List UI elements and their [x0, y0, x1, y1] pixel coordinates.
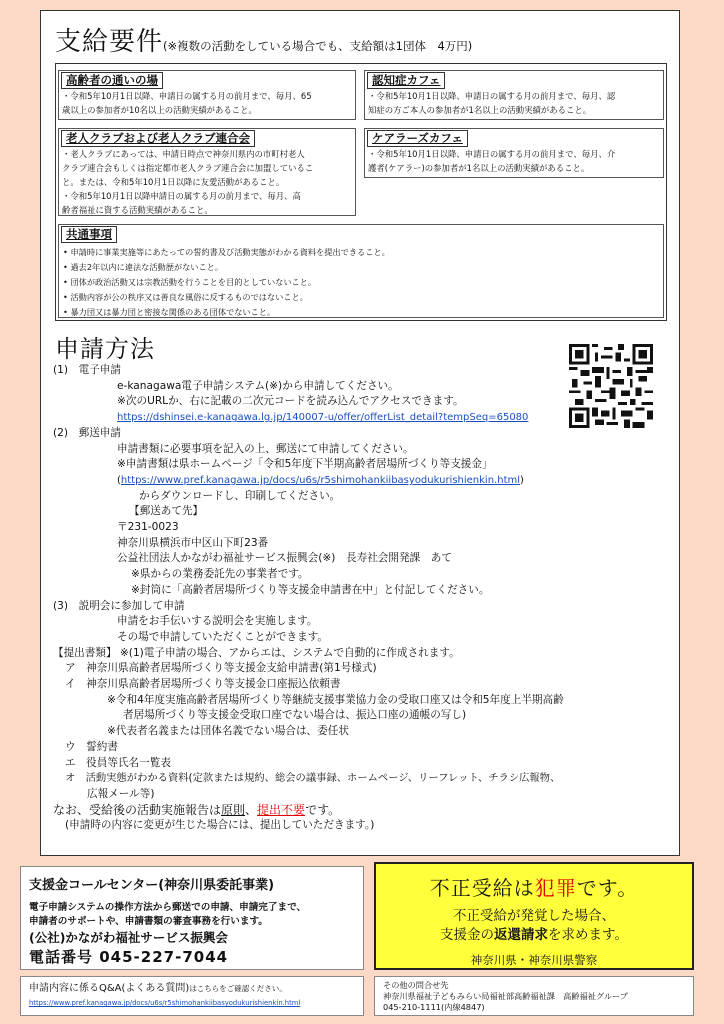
fraud-crime-word: 犯罪 — [534, 876, 577, 900]
docs-a: ア 神奈川県高齢者居場所づくり等支援金支給申請書(第1号様式) — [65, 662, 377, 675]
docs-o1: オ 活動実態がわかる資料(定款または規約、総会の議事録、ホームページ、リーフレット、チラシ広報物、 — [65, 772, 561, 785]
mail-address-heading: 【郵送あて先】 — [129, 505, 204, 518]
box-common-body: • 申請時に事業実施等にあたっての誓約書及び活動実態がわかる資料を提出できること。 • 過去2年以内に違法な活動歴がないこと。 • 団体が政治活動又は宗教活動を行うことを目的としていないこと。 • 活動内容が公の秩序又は善良な風俗に反するものではないこと。 • 暴力団又は暴力団と密接な関係のある団体でないこと。 — [63, 245, 659, 320]
docs-i-note1a: ※令和4年度実施高齢者居場所づくり等継続支援事業協力金の受取口座又は令和5年度上半期高齢 — [107, 693, 564, 706]
fraud-message: 不正受給が発覚した場合、 支援金の返還請求を求めます。 — [440, 908, 628, 943]
mail-line1: 申請書類に必要事項を記入の上、郵送にて申請してください。 — [117, 442, 414, 455]
call-center-desc1: 電子申請システムの操作方法から郵送での申請、申請完了まで、 — [29, 902, 307, 913]
qa-url-link[interactable]: https://www.pref.kanagawa.jp/docs/u6s/r5shimohankiibasyodukurishienkin.html — [29, 999, 301, 1007]
docs-i-note2: ※代表者名義または団体名義でない場合は、委任状 — [107, 725, 349, 738]
application-body: (1) 電子申請 e-kanagawa電子申請システム(※)から申請してください。 ※次のURLか、右に記載の二次元コードを読み込んでアクセスできます。 https://dshinsei.e-kanagawa.lg.jp/140007-u/offer/offerList_detail?tempSeq=65080 (2) 郵送申請 申請書類に必要事項を記入の上、郵送にて申請してください。 ※申請書類は県ホームページ「令和5年度下半期高齢者居場所づくり等支援金」 (https://www.pref.kanagawa.jp/docs/u6s/r5shimohankiibasyodukurishienkin.html) からダウンロードし、印刷してください。 【郵送あて先】 〒231-0023 神奈川県横浜市中区山下町23番 公益社団法人かながわ福祉サービス振興会(※) 長寿社会開発課 あて ※県からの業務委託先の事業者です。 ※封筒に「高齢者居場所づくり等支援金申請書在中」と付記してください。 (3) 説明会に参加して申請 申請をお手伝いする説明会を実施します。 その場で申請していただくことができます。 【提出書類】 ※(1)電子申請の場合、アからエは、システムで自動的に作成されます。 ア 神奈川県高齢者居場所づくり等支援金支給申請書(第1号様式) イ 神奈川県高齢者居場所づくり等支援金口座振込依頼書 ※令和4年度実施高齢者居場所づくり等継続支援事業協力金の受取口座又は令和5年度上半期高齢 者居場所づくり等支援金受取口座でない場合は、振込口座の通帳の写し) ※代表者名義または団体名義でない場合は、委任状 ウ 誓約書 エ 役員等氏名一覧表 オ 活動実態がわかる資料(定款または規約、総会の議事録、ホームページ、リーフレット、チラシ広報物、 広報メール等) なお、受給後の活動実施報告は原則、提出不要です。 (申請時の内容に変更が生じた場合には、提出していただきます。) — [53, 363, 673, 834]
contact-dept: 神奈川県福祉子どもみらい局福祉部高齢福祉課 高齢福祉グループ — [383, 991, 628, 1001]
box-kayoi-body: ・令和5年10月1日以降、申請日の属する月の前月まで、毎月、65 歳以上の参加者が10名以上の活動実績があること。 — [62, 91, 312, 115]
call-center-org: (公社)かながわ福祉サービス振興会 — [29, 930, 228, 945]
contact-panel — [374, 976, 694, 1016]
box-rojin-club — [58, 128, 356, 216]
mail-recipient: 公益社団法人かながわ福祉サービス振興会(※) 長寿社会開発課 あて — [117, 552, 452, 565]
phone-number-link[interactable]: 045-227-7044 — [99, 948, 229, 966]
contact-tel: 045-210-1111(内線4847) — [383, 1002, 485, 1012]
call-center-phone: 電話番号 045-227-7044 — [29, 948, 229, 966]
report-not-required: 提出不要 — [257, 802, 306, 817]
box-carers-cafe-body: ・令和5年10月1日以降、申請日の属する月の前月まで、毎月、介 護者(ケアラー)の参加者が1名以上の活動実績があること。 — [368, 149, 616, 173]
qa-text: 申請内容に係るQ&A(よくある質問)はこちらをご確認ください。 — [29, 983, 287, 994]
call-center-title: 支援金コールセンター(神奈川県委託事業) — [29, 878, 275, 893]
box-ninchisho-body: ・令和5年10月1日以降、申請日の属する月の前月まで、毎月、認 知症の方ご本人の参加者が1名以上の活動実績があること。 — [368, 91, 616, 115]
fraud-warning-panel — [374, 862, 694, 970]
box-rojin-club-body: ・老人クラブにあっては、申請日時点で神奈川県内の市町村老人 クラブ連合会もしくは指定都市老人クラブ連合会に加盟しているこ と。または、令和5年10月1日以降に友愛活動があること。 ・令和5年10月1日以降申請日の属する月の前月まで、毎月、高 齢者福祉に資する活動実績があること。 — [62, 149, 314, 215]
call-center-panel — [20, 866, 364, 970]
docs-i-note1b: 者居場所づくり等支援金受取口座でない場合は、振込口座の通帳の写し) — [123, 709, 467, 722]
session-line1: 申請をお手伝いする説明会を実施します。 — [117, 615, 318, 628]
requirements-title: 支給要件(※複数の活動をしている場合でも、支給額は1団体 4万円) — [55, 27, 473, 57]
docs-o2: 広報メール等) — [87, 787, 155, 800]
qa-panel — [20, 976, 364, 1016]
box-kayoi — [58, 70, 356, 120]
online-url-link[interactable]: https://dshinsei.e-kanagawa.lg.jp/140007-u/offer/offerList_detail?tempSeq=65080 — [117, 412, 529, 424]
box-common-title: 共通事項 — [61, 226, 117, 243]
docs-heading: 【提出書類】 ※(1)電子申請の場合、アからエは、システムで自動的に作成されます。 — [53, 646, 460, 659]
mail-note1: ※県からの業務委託先の事業者です。 — [131, 568, 309, 581]
requirements-panel — [55, 63, 667, 321]
mail-line2: ※申請書類は県ホームページ「令和5年度下半期高齢者居場所づくり等支援金」 — [117, 458, 493, 471]
box-kayoi-title: 高齢者の通いの場 — [61, 72, 163, 89]
application-title: 申請方法 — [55, 335, 155, 363]
contact-heading: その他の問合せ先 — [383, 980, 449, 990]
mail-url-link[interactable]: https://www.pref.kanagawa.jp/docs/u6s/r5shimohankiibasyodukurishienkin.html — [120, 474, 521, 486]
box-ninchisho-title: 認知症カフェ — [367, 72, 445, 89]
box-ninchisho — [364, 70, 664, 120]
main-sheet — [40, 10, 680, 856]
mail-note2: ※封筒に「高齢者居場所づくり等支援金申請書在中」と付記してください。 — [131, 583, 490, 596]
report-principle: 原則 — [221, 802, 246, 817]
mail-address: 神奈川県横浜市中区山下町23番 — [117, 536, 269, 549]
docs-i: イ 神奈川県高齢者居場所づくり等支援金口座振込依頼書 — [65, 678, 341, 691]
report-note: (申請時の内容に変更が生じた場合には、提出していただきます。) — [65, 819, 375, 832]
mail-postal-code: 〒231-0023 — [117, 521, 179, 534]
session-line2: その場で申請していただくことができます。 — [117, 630, 329, 643]
mail-line3: からダウンロードし、印刷してください。 — [139, 489, 341, 502]
requirements-note: (※複数の活動をしている場合でも、支給額は1団体 4万円) — [163, 39, 473, 53]
online-line1: e-kanagawa電子申請システム(※)から申請してください。 — [117, 379, 399, 392]
fraud-footer: 神奈川県・神奈川県警察 — [470, 953, 598, 967]
docs-e: エ 役員等氏名一覧表 — [65, 756, 171, 769]
online-heading: (1) 電子申請 — [53, 364, 121, 376]
box-carers-cafe — [364, 128, 664, 178]
session-heading: (3) 説明会に参加して申請 — [53, 599, 185, 612]
mail-heading: (2) 郵送申請 — [53, 426, 121, 439]
call-center-desc2: 申請者のサポートや、申請書類の審査事務を行います。 — [29, 916, 268, 927]
online-line2: ※次のURLか、右に記載の二次元コードを読み込んでアクセスできます。 — [117, 395, 464, 408]
box-carers-cafe-title: ケアラーズカフェ — [367, 130, 468, 147]
box-common — [58, 224, 664, 318]
box-rojin-club-title: 老人クラブおよび老人クラブ連合会 — [61, 130, 255, 147]
report-line: なお、受給後の活動実施報告は原則、提出不要です。 — [53, 802, 341, 817]
fraud-headline: 不正受給は犯罪です。 — [429, 876, 639, 900]
docs-u: ウ 誓約書 — [65, 740, 118, 753]
